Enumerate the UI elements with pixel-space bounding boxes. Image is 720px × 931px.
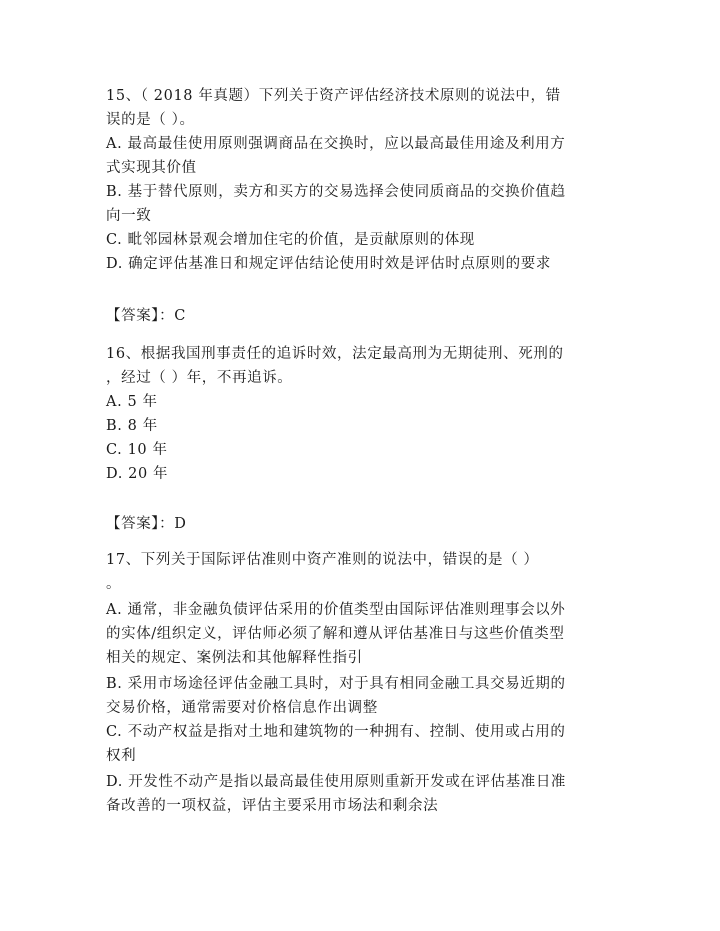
question-17-option-a-line-2: 的实体/组织定义，评估师必须了解和遵从评估基准日与这些价值类型 [106,626,565,642]
question-17-option-d-line-1: D. 开发性不动产是指以最高最佳使用原则重新开发或在评估基准日准 [106,774,567,790]
question-17-option-b-line-2: 交易价格，通常需要对价格信息作出调整 [106,700,378,716]
question-15-answer: 【答案】：C [106,308,186,324]
question-16-stem-line-1: 16、根据我国刑事责任的追诉时效，法定最高刑为无期徒刑、死刑的 [106,346,564,362]
question-16-option-a: A. 5 年 [106,394,158,410]
question-15-option-a-line-2: 式实现其价值 [106,160,197,176]
question-17-stem-line-1: 17、下列关于国际评估准则中资产准则的说法中，错误的是（ ） [106,552,539,568]
question-16-option-d: D. 20 年 [106,466,169,482]
question-15-option-d: D. 确定评估基准日和规定评估结论使用时效是评估时点原则的要求 [106,256,551,272]
question-15-stem-line-2: 误的是（ ）。 [106,112,195,128]
question-17-option-c-line-1: C. 不动产权益是指对土地和建筑物的一种拥有、控制、使用或占用的 [106,724,566,740]
question-15-option-a-line-1: A. 最高最佳使用原则强调商品在交换时，应以最高最佳用途及利用方 [106,136,566,152]
question-17-option-d-line-2: 备改善的一项权益，评估主要采用市场法和剩余法 [106,798,439,814]
question-16-stem-line-2: ，经过（ ）年，不再追诉。 [106,370,293,386]
question-15-stem-line-1: 15、（ 2018 年真题）下列关于资产评估经济技术原则的说法中，错 [106,88,561,104]
question-16-option-c: C. 10 年 [106,442,168,458]
question-17-option-c-line-2: 权利 [106,748,137,764]
question-15-option-c: C. 毗邻园林景观会增加住宅的价值，是贡献原则的体现 [106,232,475,248]
question-17-stem-line-2: 。 [106,576,122,592]
question-17-option-a-line-3: 相关的规定、案例法和其他解释性指引 [106,650,363,666]
question-16-option-b: B. 8 年 [106,418,158,434]
question-16-answer: 【答案】：D [106,516,187,532]
question-17-option-a-line-1: A. 通常，非金融负债评估采用的价值类型由国际评估准则理事会以外 [106,602,566,618]
question-17-option-b-line-1: B. 采用市场途径评估金融工具时，对于具有相同金融工具交易近期的 [106,676,566,692]
question-15-option-b-line-2: 向一致 [106,208,152,224]
question-15-option-b-line-1: B. 基于替代原则，卖方和买方的交易选择会使同质商品的交换价值趋 [106,184,566,200]
